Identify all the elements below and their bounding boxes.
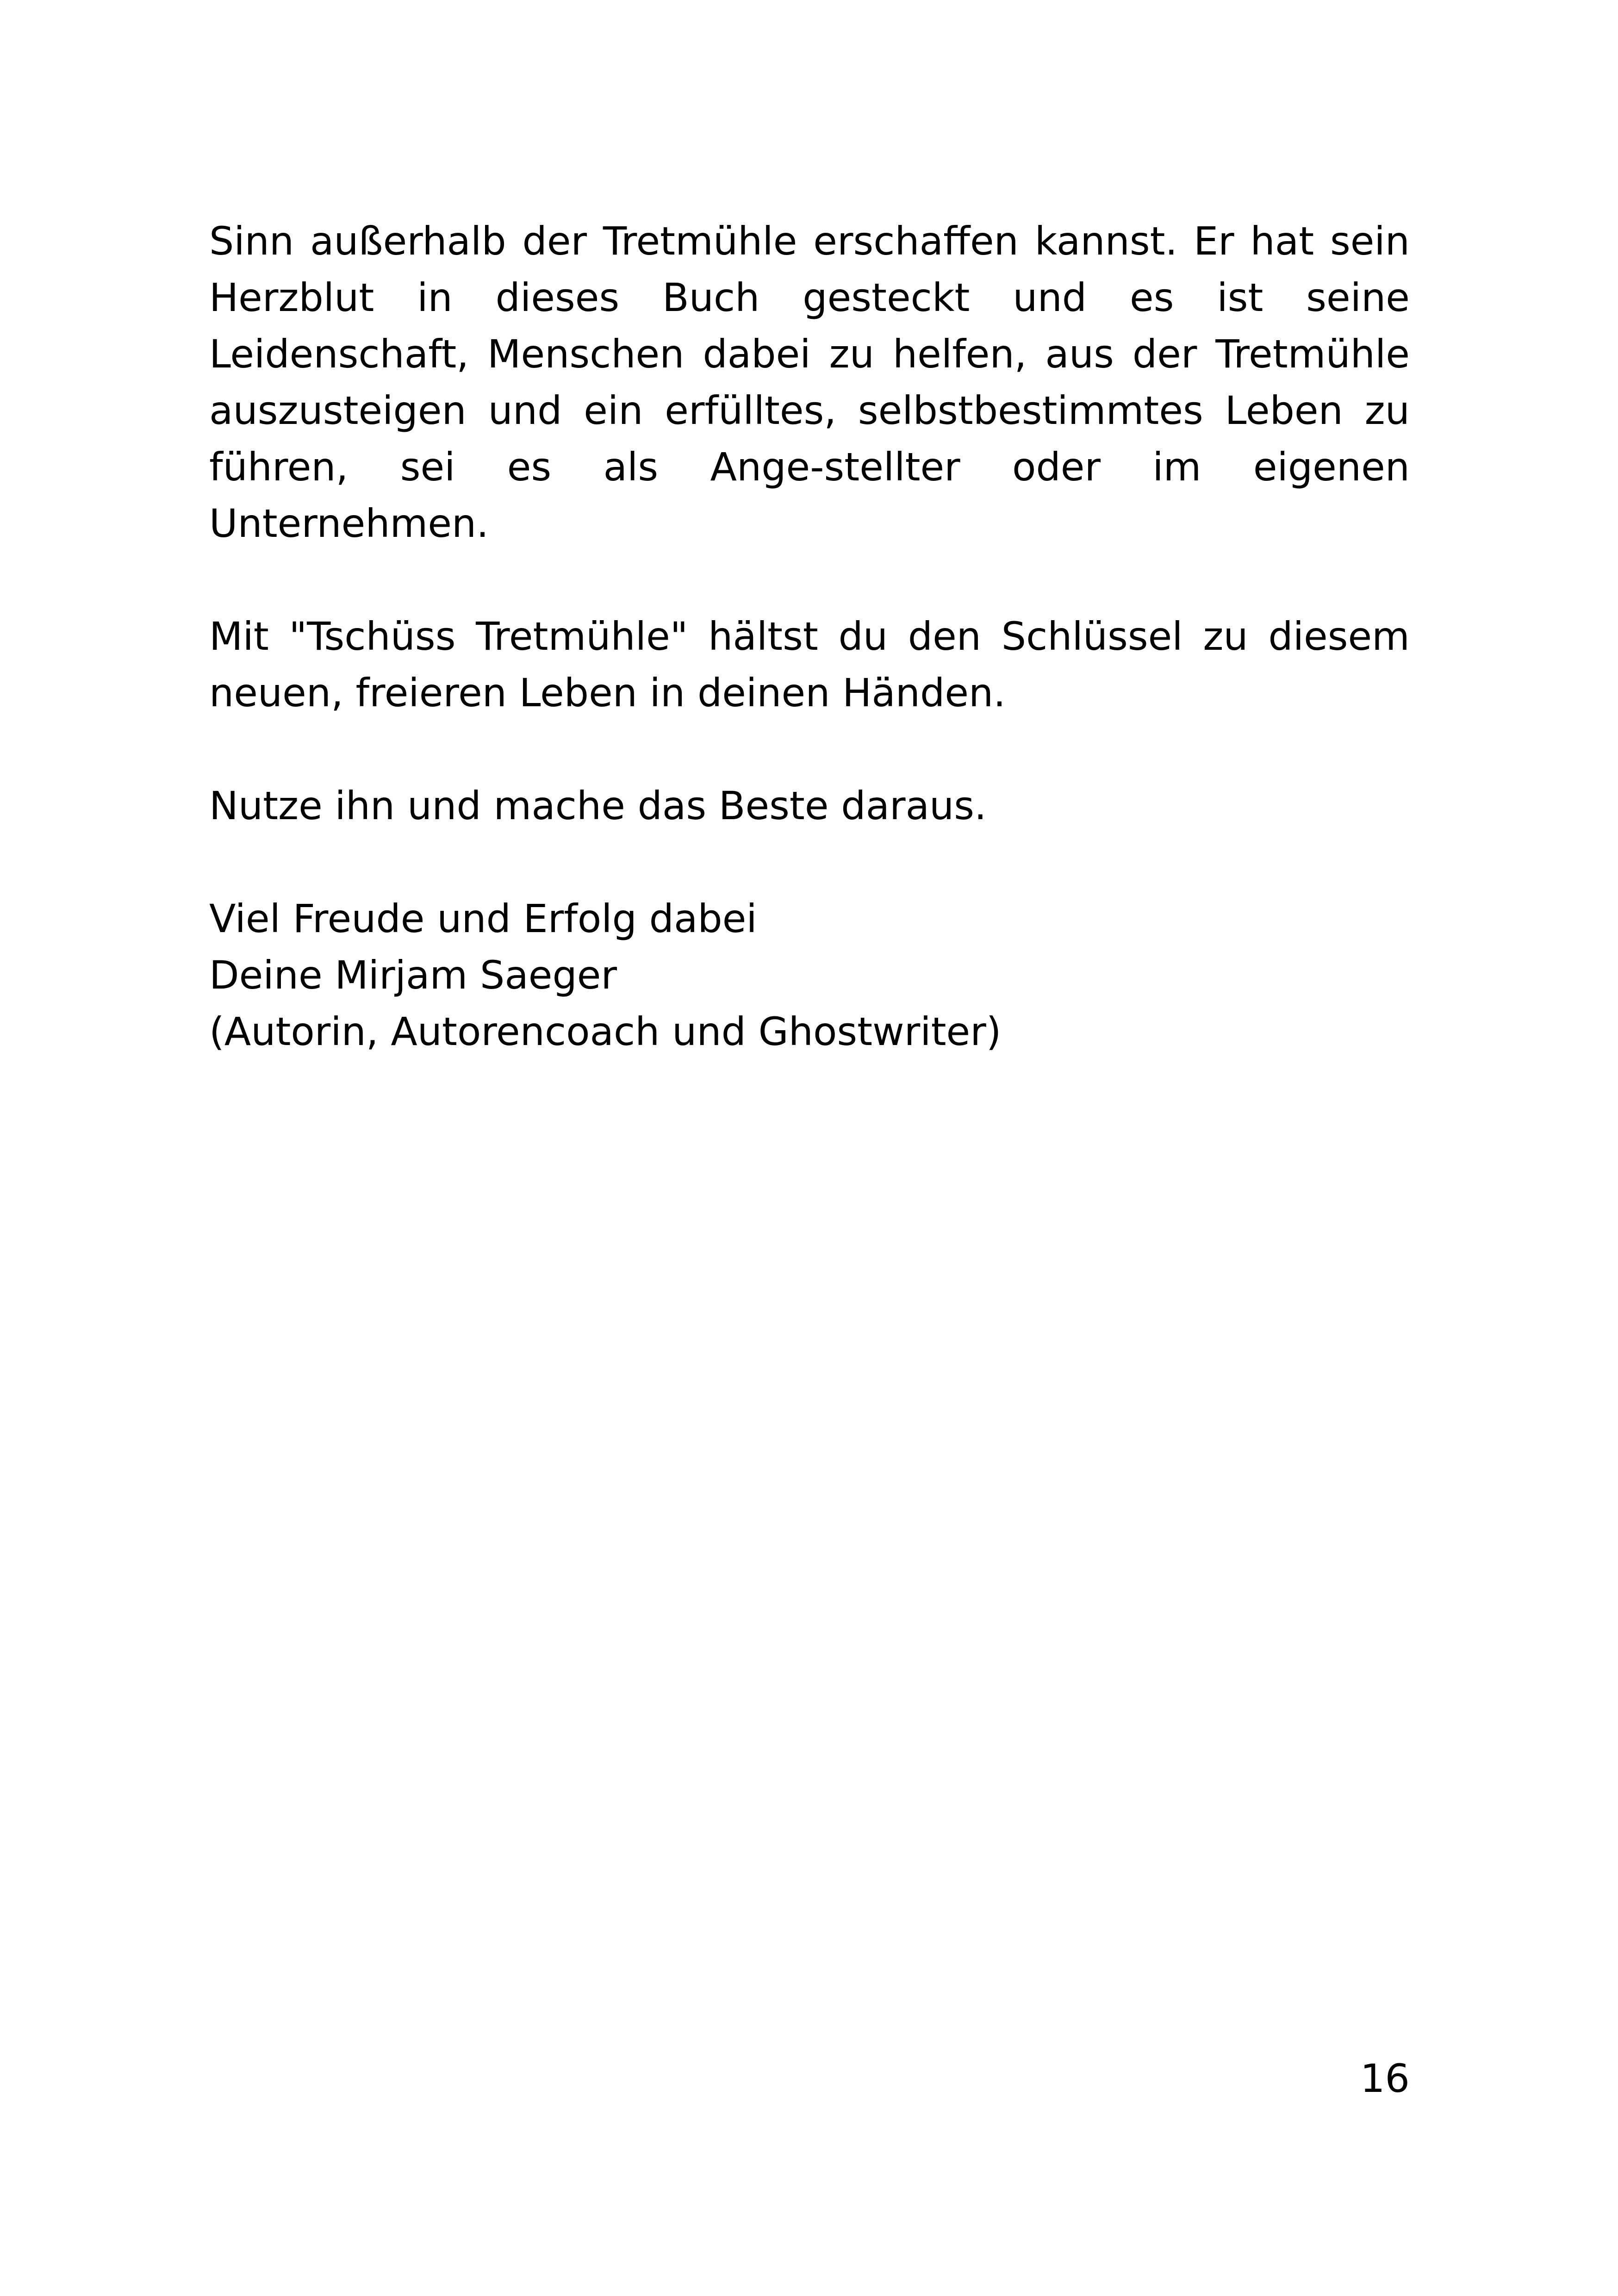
paragraph-3: Nutze ihn und mache das Beste daraus. [209,783,987,828]
body-text [209,213,1410,1116]
closing-signature [209,890,1410,1060]
closing-line-role: (Autorin, Autorencoach und Ghostwriter) [209,1009,1002,1054]
paragraph-1: Sinn außerhalb der Tretmühle erschaffen kannst. Er hat sein Herzblut in dieses Buch gesteckt und es ist seine Leidenschaft, Menschen dabei zu helfen, aus der Tretmühle auszusteigen und ein erfülltes, selbstbestimmtes Leben zu führen, sei es als Ange-stellter oder im eigenen Unternehmen. [209,218,1410,546]
closing-line-greeting: Viel Freude und Erfolg dabei [209,896,757,941]
page-number: 16 [1360,2056,1410,2101]
paragraph-2: Mit "Tschüss Tretmühle" hältst du den Schlüssel zu diesem neuen, freieren Leben in deinen Händen. [209,614,1410,716]
closing-line-author: Deine Mirjam Saeger [209,952,617,998]
